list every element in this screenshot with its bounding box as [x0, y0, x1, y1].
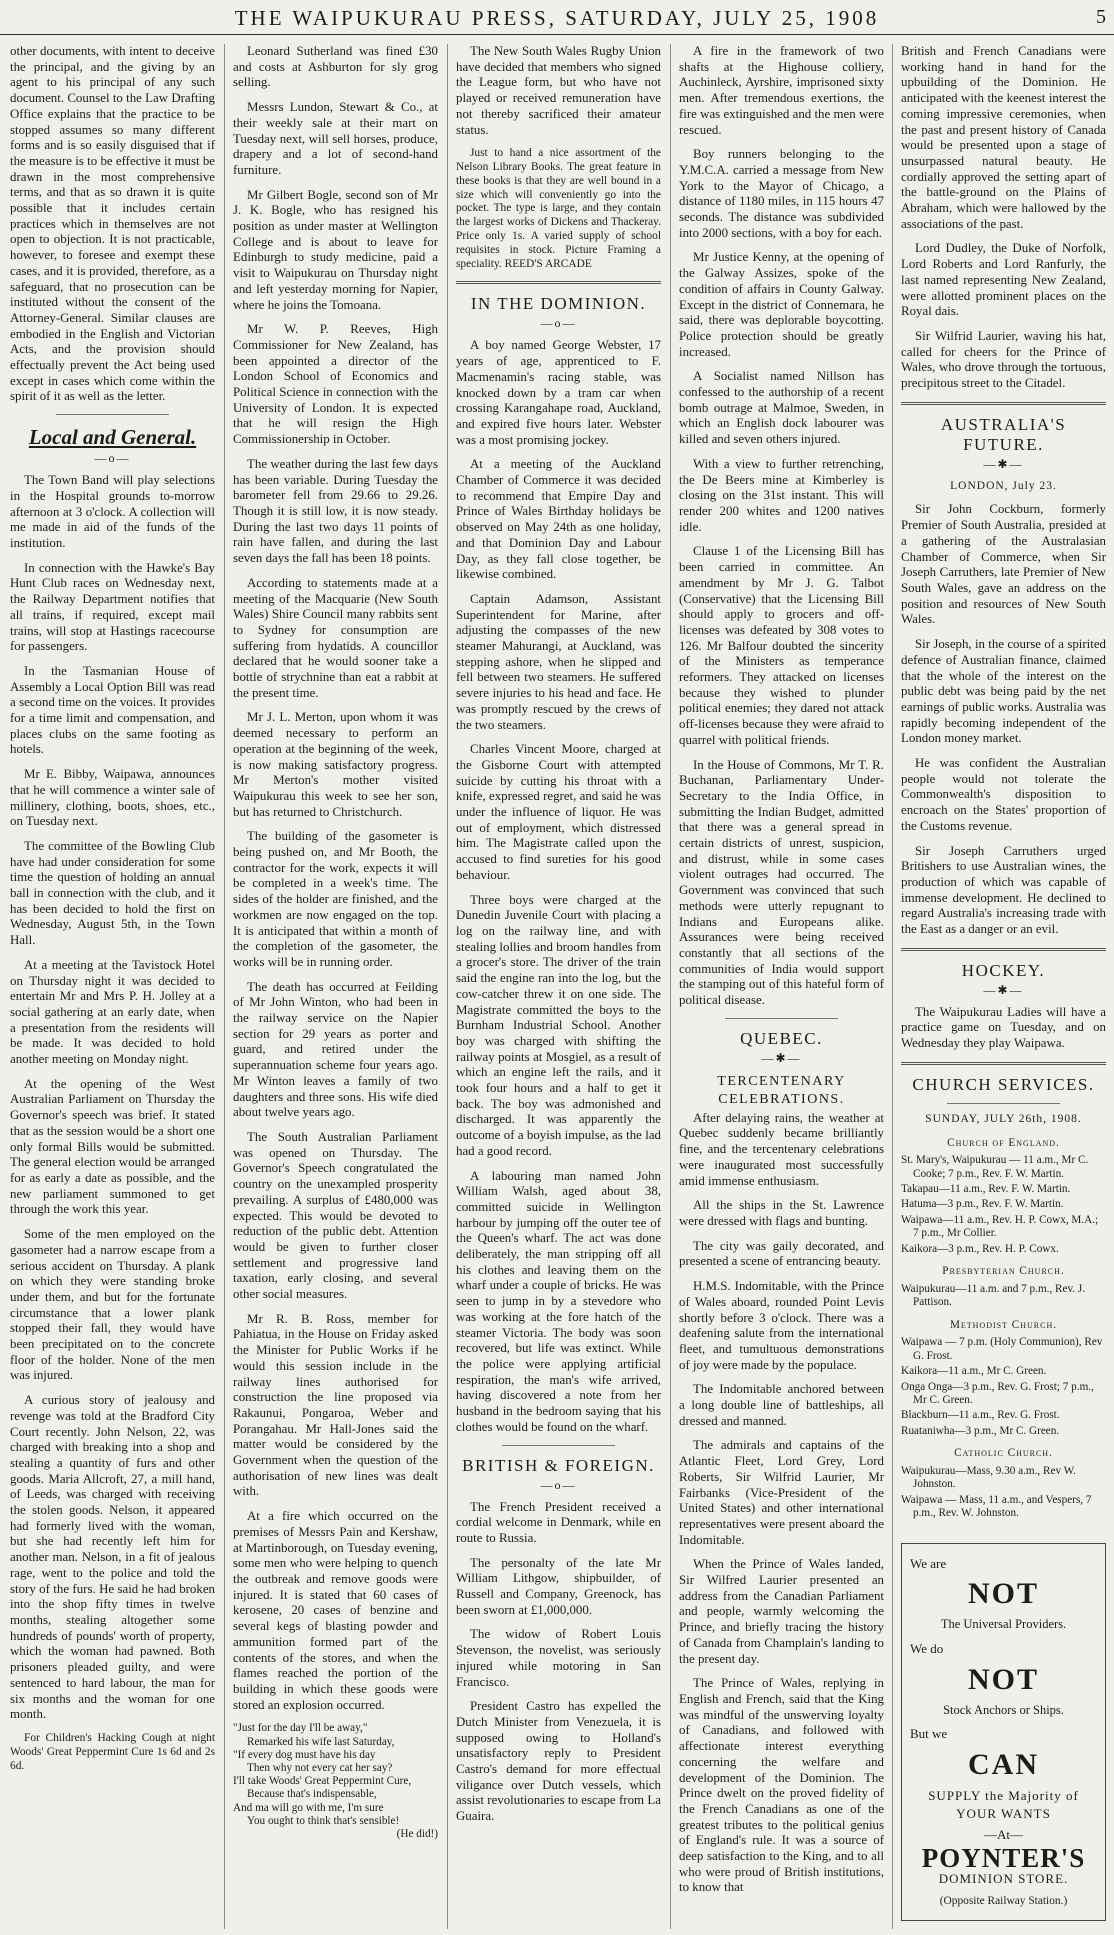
article-paragraph: A curious story of jealousy and revenge was told at the Bradford City Court recently. John Nelson, 22, was charged with breaking into a shop and stealing a quantity of furs and other goods. Maria Allcroft, 27, a mill hand, of Leeds, was charged with receiving the stolen goods. Nelson, it appeared had formerly lived with the woman, but she had recently left him for another man. Nelson, in a fit of jealous rage, went to the police and told the story of the furs. He said he had broken into the shop fifty times in twelve months, stealing altogether some hundreds of pounds' worth of property, which the woman had pawned. Both prisoners pleaded guilty, and were sentenced to hard labour, the man for six months and the woman for one month.: [10, 1393, 215, 1722]
ornament: —o—: [540, 1477, 577, 1492]
ornament: —✱—: [761, 1050, 802, 1065]
poem-line: Then why not every cat her say?: [247, 1761, 393, 1774]
article-paragraph: The death has occurred at Feilding of Mr John Winton, who had been in the railway service on the Napier section for 29 years as porter and guard, and retired under the superannuation scheme four years ago. Mr Winton leaves a family of two daughters and three sons. His wife died about twelve years ago.: [233, 979, 438, 1120]
article-paragraph: Mr J. L. Merton, upon whom it was deemed necessary to perform an operation at the beginning of the week, is now making satisfactory progress. Mr Merton's mother visited Waipukurau this week to see her son, but has returned to Christchurch.: [233, 710, 438, 819]
poem-line: You ought to think that's sensible!: [247, 1814, 400, 1827]
services-date: SUNDAY, JULY 26th, 1908.: [925, 1112, 1082, 1125]
service-entry: Waipawa — 7 p.m. (Holy Communion), Rev G. Frost.: [901, 1336, 1103, 1362]
section-heading: Local and General.: [28, 425, 197, 450]
divider: [456, 281, 661, 284]
page-number: 5: [1096, 6, 1106, 28]
poynters-advertisement: [901, 1543, 1106, 1922]
ad-line: The Universal Providers.: [940, 1617, 1067, 1632]
article-paragraph: A boy named George Webster, 17 years of age, apprenticed to F. Macmenamin's racing stable, was knocked down by a tram car when crossing Karangahape road, Auckland, and expired five hours later. Webster was a most promising jockey.: [456, 338, 661, 447]
article-paragraph: In the Tasmanian House of Assembly a Local Option Bill was read a second time on the voices. It provides for a time limit and compensation, and places clubs on the same footing as hotels.: [10, 663, 215, 757]
service-entry: Hatuma—3 p.m., Rev. F. W. Martin.: [901, 1198, 1064, 1211]
article-paragraph: Boy runners belonging to the Y.M.C.A. carried a message from New York to the Mayor of Chicago, a distance of 1180 miles, in 115 hours 47 seconds. The distance was subdivided into 2000 sections, with a boy for each.: [679, 147, 884, 240]
ad-headline: NOT: [967, 1662, 1039, 1696]
dateline: LONDON, July 23.: [950, 479, 1057, 492]
ad-headline: NOT: [967, 1577, 1039, 1611]
article-paragraph: Mr W. P. Reeves, High Commissioner for New Zealand, has been appointed a director of the London School of Economics and Political Science in connection with the University of London. It is expected that he will resign the High Commissionership in October.: [233, 322, 438, 447]
ad-line: DOMINION STORE.: [938, 1870, 1069, 1886]
article-paragraph: The city was gaily decorated, and presented a scene of entrancing beauty.: [679, 1238, 884, 1269]
article-paragraph: The Town Band will play selections in the Hospital grounds to-morrow afternoon at 3 o'clock. A collection will me made in aid of the funds of the institution.: [10, 473, 215, 550]
article-paragraph: The personalty of the late Mr William Lithgow, shipbuilder, of Russell and Company, Greenock, has been sworn at £1,000,000.: [456, 1555, 661, 1617]
service-entry: Waipukurau—11 a.m. and 7 p.m., Rev. J. Pattison.: [901, 1282, 1086, 1309]
article-paragraph: The weather during the last few days has been variable. During Tuesday the barometer fell from 29.66 to 29.26. Though it is still low, it is now steady. During the last two days 11 points of rain have fallen, and during the last seven days the fall has been 18 points.: [233, 456, 438, 566]
advertisement-poem: [233, 1722, 438, 1841]
section-heading: QUEBEC.: [740, 1028, 823, 1048]
section-subheading: TERCENTENARY CELEBRATIONS.: [717, 1073, 846, 1107]
article-paragraph: When the Prince of Wales landed, Sir Wilfred Laurier presented an address from the Canadian Parliament and people, warmly welcoming the Prince, and briefly tracing the history of Canada from Champlain's landing to the present day.: [679, 1557, 884, 1666]
article-paragraph: The French President received a cordial welcome in Denmark, while en route to Russia.: [456, 1499, 661, 1545]
masthead-title: THE WAIPUKURAU PRESS, SATURDAY, JULY 25, 1908: [234, 6, 880, 30]
ad-line: We are: [910, 1555, 947, 1571]
article-paragraph: Sir John Cockburn, formerly Premier of South Australia, presided at a gathering of the Australasian Chamber of Commerce, when Sir Joseph Carruthers, late Premier of New South Wales, gave an address on the position and resources of New South Wales.: [901, 502, 1106, 627]
service-entry: Ruataniwha—3 p.m., Mr C. Green.: [901, 1424, 1060, 1437]
article-paragraph: A Socialist named Nillson has confessed to the authorship of a recent bomb outrage at Malmoe, Sweden, in which an English dock labourer was killed and seven others injured.: [679, 369, 884, 447]
poem-line: And ma will go with me, I'm sure: [233, 1801, 384, 1814]
article-paragraph: Charles Vincent Moore, charged at the Gisborne Court with attempted suicide by cutting his throat with a knife, expressed regret, and said he was under the influence of liquor. He was out of employment, which distressed him. The Magistrate called upon the accused to find sureties for his good behaviour.: [456, 742, 661, 882]
ad-line: We do: [910, 1640, 944, 1656]
column-rule: [670, 44, 671, 1929]
article-paragraph: At a meeting at the Tavistock Hotel on Thursday night it was decided to entertain Mr and Mrs P. H. Jolley at a social gathering at an early date, when a presentation from the residents will be made. It was decided to hold another meeting on Monday night.: [10, 957, 215, 1067]
article-paragraph: At the opening of the West Australian Parliament on Thursday the Governor's speech was brief. It stated that as the session would be a short one only formal Bills would be submitted. The general election would be arranged for as early a date as possible, and the new parliament summoned to get through the work this year.: [10, 1076, 215, 1217]
article-paragraph: Mr R. B. Ross, member for Pahiatua, in the House on Friday asked the Minister for Public Works if he would this session include in the railway lines authorised for construction the line proposed via Rakaunui, Pongaroa, Weber and Porangahau. Mr Hall-Jones said the matter would be considered by the Government when the question of the authorisation of new lines was dealt with.: [233, 1311, 438, 1499]
masthead: [0, 0, 1114, 35]
article-paragraph: The admirals and captains of the Atlantic Fleet, Lord Grey, Lord Roberts, Sir Wilfrid Laurier, Mr Fairbanks (Vice-President of the United States) and other international representatives were present aboard the Indomitable.: [679, 1438, 884, 1547]
article-paragraph: Clause 1 of the Licensing Bill has been carried in committee. An amendment by Mr J. G. Talbot (Conservative) that the Licensing Bill should apply to grocers and off-licenses was defeated by 308 votes to 126. Mr Balfour doubted the sincerity of the Ministers as temperance reformers. They attacked on licenses because they wished to plunder political enemies; they dared not attack off-licenses because they were afraid to quarrel with political friends.: [679, 544, 884, 747]
article-paragraph: The widow of Robert Louis Stevenson, the novelist, was seriously injured while motoring in San Francisco.: [456, 1627, 661, 1689]
article-paragraph: President Castro has expelled the Dutch Minister from Venezuela, it is supposed owing to Holland's unsatisfactory reply to President Castro's demand for more effectual viligance over Dutch vessels, which assist revolutionaries to escape from La Guaira.: [456, 1699, 661, 1824]
article-paragraph: At a meeting of the Auckland Chamber of Commerce it was decided to recommend that Empire Day and Prince of Wales Birthday holidays be observed on May 24th as one holiday, and that Dominion Day and Labour Day, as they fall close together, be likewise combined.: [456, 457, 661, 582]
section-heading: BRITISH & FOREIGN.: [462, 1455, 655, 1475]
poem-line: "Just for the day I'll be away,": [233, 1722, 368, 1735]
service-entry: St. Mary's, Waipukurau — 11 a.m., Mr C. Cooke; 7 p.m., Rev. F. W. Martin.: [901, 1154, 1089, 1180]
article-paragraph: All the ships in the St. Lawrence were dressed with flags and bunting.: [679, 1198, 884, 1228]
article-paragraph: Captain Adamson, Assistant Superintendent for Marine, after adjusting the compasses of the new steamer Mahurangi, at Auckland, was stepping ashore, when he slipped and fell between two steamers. He suffered severe injuries to his head and face. He was promptly rescued by the crews of the two steamers.: [456, 591, 661, 732]
article-paragraph: H.M.S. Indomitable, with the Prince of Wales aboard, rounded Point Levis shortly before 3 o'clock. There was a deafening salute from the international fleet, and tumultuous demonstrations of joy were made by the populace.: [679, 1279, 884, 1372]
article-paragraph: The Indomitable anchored between a long double line of battleships, all dressed and manned.: [679, 1382, 884, 1428]
ornament: —✱—: [983, 982, 1024, 997]
ad-line: Stock Anchors or Ships.: [943, 1702, 1064, 1717]
divider: [502, 1445, 615, 1446]
article-paragraph: In connection with the Hawke's Bay Hunt Club races on Wednesday next, the Railway Department notifies that all trains, if required, except mail trains, will stop at Hastings racecourse for passengers.: [10, 560, 215, 654]
article-paragraph: Sir Joseph, in the course of a spirited defence of Australian finance, claimed that the whole of the interest on the public debt was being paid by the net earnings of public works. Australia was rapidly becoming independent of the London money market.: [901, 637, 1106, 746]
divider: [725, 1018, 838, 1019]
ornament: —✱—: [983, 456, 1024, 471]
ad-line: But we: [910, 1726, 948, 1742]
service-entry: Kaikora—3 p.m., Rev. H. P. Cowx.: [901, 1242, 1059, 1255]
church-heading: Methodist Church.: [949, 1318, 1058, 1331]
section-heading: CHURCH SERVICES.: [912, 1074, 1095, 1094]
church-heading: Church of England.: [947, 1136, 1060, 1149]
service-entry: Onga Onga—3 p.m., Rev. G. Frost; 7 p.m., Mr C. Green.: [901, 1380, 1094, 1406]
article-paragraph: Mr E. Bibby, Waipawa, announces that he will commence a winter sale of millinery, clothing, boots, shoes, etc., on Tuesday next.: [10, 767, 215, 829]
column-1: [10, 44, 215, 1929]
column-5: [901, 44, 1106, 1929]
article-paragraph: Lord Dudley, the Duke of Norfolk, Lord Roberts and Lord Ranfurly, the last named representing New Zealand, were allotted prominent places on the Royal dais.: [901, 241, 1106, 319]
column-2: [233, 44, 438, 1929]
church-heading: Catholic Church.: [954, 1447, 1053, 1460]
column-rule: [224, 44, 225, 1929]
article-paragraph: Some of the men employed on the gasometer had a narrow escape from a serious accident on Thursday. A plank on which they were standing broke under them, and but for the fortunate circumstance that a lower plank stopped their fall, they would have been precipitated on to the concrete floor of the holder. None of the men was injured.: [10, 1227, 215, 1383]
article-paragraph: In the House of Commons, Mr T. R. Buchanan, Parliamentary Under-Secretary to the India Office, in submitting the Indian Budget, admitted that there was a general spread in certain districts of unrest, suspicion, and distrust, while in some cases violent outrages had occurred. The Government was convinced that such methods were utterly repugnant to Indians and Europeans alike. Assurances were being received constantly that all sections of the communities of India would support the stamping out of this hateful form of political disease.: [679, 757, 884, 1008]
article-paragraph: The Prince of Wales, replying in English and French, said that the King was mindful of the unswerving loyalty of Canadians, and followed with affectionate interest everything concerning the welfare and development of the Dominion. The Prince dwelt on the proved fidelity of the French Canadians as one of the greatest tributes to the political genius of England's rule. It was a source of deep satisfaction to the King, and to all who were proud of British institutions, to know that: [679, 1676, 884, 1895]
advertisement-text: Just to hand a nice assortment of the Nelson Library Books. The great feature in these books is that they are well bound in a size which will conveniently go into the pocket. The type is large, and they contain the largest works of Dickens and Thackeray. Price only 1s. A varied supply of school requisites in stock. Picture Framing a speciality. REED'S ARCADE: [456, 147, 661, 270]
article-paragraph: A labouring man named John William Walsh, aged about 38, committed suicide in Wellington harbour by jumping off the outer tee of the Queen's wharf. The act was done deliberately, the man stripping off all his clothes and leaving them on the wharf under a couple of bricks. He was seen to jump in by a stevedore who was working at the fore hatch of the steamer Victoria. The body was soon recovered, but life was extinct. While the police were applying artificial respiration, the man's wife arrived, having discovered a note from her husband in the bedroom saying that his clothes would be found on the wharf.: [456, 1168, 661, 1434]
poem-line: (He did!): [396, 1827, 438, 1840]
article-paragraph: Sir Joseph Carruthers urged Britishers to use Australian wines, the production of which was capable of immense development. He declined to regard Australia's increasing trade with the East as a danger or an evil.: [901, 843, 1106, 937]
ad-line: SUPPLY the Majority of: [928, 1788, 1079, 1804]
section-heading: AUSTRALIA'S FUTURE.: [940, 414, 1067, 454]
article-paragraph: The Waipukurau Ladies will have a practice game on Tuesday, and on Wednesday they play Waipawa.: [901, 1004, 1106, 1051]
service-entry: Kaikora—11 a.m., Mr C. Green.: [901, 1365, 1047, 1378]
article-paragraph: Mr Justice Kenny, at the opening of the Galway Assizes, spoke of the condition of affairs in County Galway. Except in the district of Connemara, he said, there was deplorable boycotting. Police protection should be greatly increased.: [679, 250, 884, 359]
ad-brand: POYNTER'S: [921, 1843, 1086, 1874]
article-paragraph: Three boys were charged at the Dunedin Juvenile Court with placing a log on the railway line, and with stealing lollies and broom handles from a grocer's store. The driver of the train said the engine ran into the log, but the cow-catcher threw it on one side. The Magistrate committed the boys to the Burnham Industrial School. Another boy was charged with shifting the railway points at Mosgiel, as a result of which an engine left the rails, and it took four hours and a half to get it back. The boy was admonished and discharged. It was apparently the outcome of a boyish impulse, as the lad had a good record.: [456, 892, 661, 1158]
section-heading: HOCKEY.: [961, 960, 1046, 980]
column-3: [456, 44, 661, 1929]
column-rule: [892, 44, 893, 1929]
church-heading: Presbyterian Church.: [942, 1265, 1065, 1278]
column-4: [679, 44, 884, 1929]
ad-line: YOUR WANTS: [956, 1805, 1051, 1821]
service-entry: Waipawa — Mass, 11 a.m., and Vespers, 7 p.m., Rev. W. Johnston.: [901, 1493, 1092, 1520]
service-entry: Blackburn—11 a.m., Rev. G. Frost.: [901, 1409, 1060, 1422]
advertisement-text: For Children's Hacking Cough at night Woods' Great Peppermint Cure 1s 6d and 2s 6d.: [10, 1731, 215, 1772]
article-paragraph: Leonard Sutherland was fined £30 and costs at Ashburton for sly grog selling.: [233, 44, 438, 90]
service-entry: Takapau—11 a.m., Rev. F. W. Martin.: [901, 1183, 1071, 1196]
ornament: —o—: [94, 451, 131, 466]
ad-headline: CAN: [968, 1748, 1039, 1782]
divider: [56, 414, 169, 415]
article-paragraph: other documents, with intent to deceive the principal, and the giving by an agent to his principal of any such document. Counsel to the Law Drafting Office explains that the practice to be stopped assumes so many different forms and is so easily disguised that if the measure is to be effective it must be drawn in the most comprehensive terms, and that as so drawn it is quite possible that it includes certain practices which in themselves are not open to objection. It is not practicable, however, to foresee and exempt these cases, and it is provided, therefore, as a safeguard, that no prosecution can be instituted without the consent of the Attorney-General. Similar clauses are embodied in the English and Victorian Acts, and the provision should effectually prevent the Act being used except in cases which come within the spirit of it as well as the letter.: [10, 44, 215, 404]
poem-line: Remarked his wife last Saturday,: [247, 1735, 395, 1748]
service-entry: Waipawa—11 a.m., Rev. H. P. Cowx, M.A.; 7 p.m., Mr Collier.: [901, 1213, 1099, 1240]
ad-line: (Opposite Railway Station.): [939, 1894, 1068, 1907]
article-paragraph: Mr Gilbert Bogle, second son of Mr J. K. Bogle, who has resigned his position as under master at Wellington College and is about to leave for Edinburgh to study medicine, paid a visit to Waipukurau on Thursday night and left yesterday morning for Napier, where he joins the Tomoana.: [233, 187, 438, 312]
ad-line: —At—: [984, 1827, 1023, 1843]
article-paragraph: According to statements made at a meeting of the Macquarie (New South Wales) Shire Council many rabbits sent to Sydney for consumption are suffering from hydatids. A councillor declared that he would sooner take a bottle of strychnine than eat a rabbit at the present time.: [233, 575, 438, 700]
service-entry: Waipukurau—Mass, 9.30 a.m., Rev W. Johnston.: [901, 1464, 1076, 1491]
divider: [947, 1103, 1060, 1104]
article-paragraph: Messrs Lundon, Stewart & Co., at their weekly sale at their mart on Tuesday next, will sell horses, produce, drapery and a lot of second-hand furniture.: [233, 100, 438, 177]
column-rule: [447, 44, 448, 1929]
article-paragraph: Sir Wilfrid Laurier, waving his hat, called for cheers for the Prince of Wales, who drove through the tortuous, precipitous street to the Citadel.: [901, 328, 1106, 391]
article-paragraph: A fire in the framework of two shafts at the Highouse colliery, Auchinleck, Ayrshire, imprisoned sixty men. After tremendous exertions, the fire was extinguished and the men were rescued.: [679, 44, 884, 137]
article-paragraph: He was confident the Australian people would not tolerate the Commonwealth's disposition to encroach on the States' proportion of the Customs revenue.: [901, 756, 1106, 833]
article-paragraph: The committee of the Bowling Club have had under consideration for some time the question of holding an annual ball in connection with the club, and it has been decided to hold the first on Wednesday, August 5th, in the Town Hall.: [10, 838, 215, 948]
article-paragraph: With a view to further retrenching, the De Beers mine at Kimberley is closing on the 31st instant. This will render 200 whites and 1200 natives idle.: [679, 456, 884, 534]
article-paragraph: The South Australian Parliament was opened on Thursday. The Governor's Speech congratulated the country on the unexampled prosperity prevailing. A surplus of £480,000 was expected. This would be devoted to reduction of the public debt. Attention would be given to further closer settlement and progressive land taxation, early closing, and several other social measures.: [233, 1130, 438, 1302]
article-paragraph: After delaying rains, the weather at Quebec suddenly became brilliantly fine, and the tercentenary celebrations were inaugurated most successfully amid immense enthusiasm.: [679, 1110, 884, 1188]
article-paragraph: At a fire which occurred on the premises of Messrs Pain and Kershaw, at Martinborough, on Tuesday evening, some men who were helping to quench the outbreak and remove goods were injured. It is stated that 60 cases of kerosene, 20 cases of benzine and several kegs of blasting powder and ammunition formed part of the contents of the stores, and when the flames reached the portion of the building in which these goods were stored an explosion occurred.: [233, 1509, 438, 1712]
article-paragraph: The New South Wales Rugby Union have decided that members who signed the League form, but who have not played or received remuneration have not thereby sacrificed their amateur status.: [456, 44, 661, 137]
ornament: —o—: [540, 316, 577, 331]
poem-line: I'll take Woods' Great Peppermint Cure,: [233, 1775, 412, 1788]
poem-line: "If every dog must have his day: [233, 1748, 376, 1761]
article-paragraph: British and French Canadians were working hand in hand for the upbuilding of the Dominion. He anticipated with the keenest interest the coming impressive ceremonies, when the past and present history of Canada would be presented upon a stage of unsurpassed natural beauty. He cordially approved the setting apart of the battle-ground on the Plains of Abraham, which were hallowed by the associations of the past.: [901, 44, 1106, 231]
divider: [901, 948, 1106, 951]
poem-line: Because that's indispensable,: [247, 1788, 377, 1801]
divider: [901, 402, 1106, 405]
section-heading: IN THE DOMINION.: [470, 294, 647, 314]
divider: [901, 1062, 1106, 1065]
article-paragraph: The building of the gasometer is being pushed on, and Mr Booth, the contractor for the work, expects it will be completed in a week's time. The sides of the holder are finished, and the workmen are now engaged on the top. It is anticipated that within a month of the completion of the gasometer, the works will be in running order.: [233, 829, 438, 969]
